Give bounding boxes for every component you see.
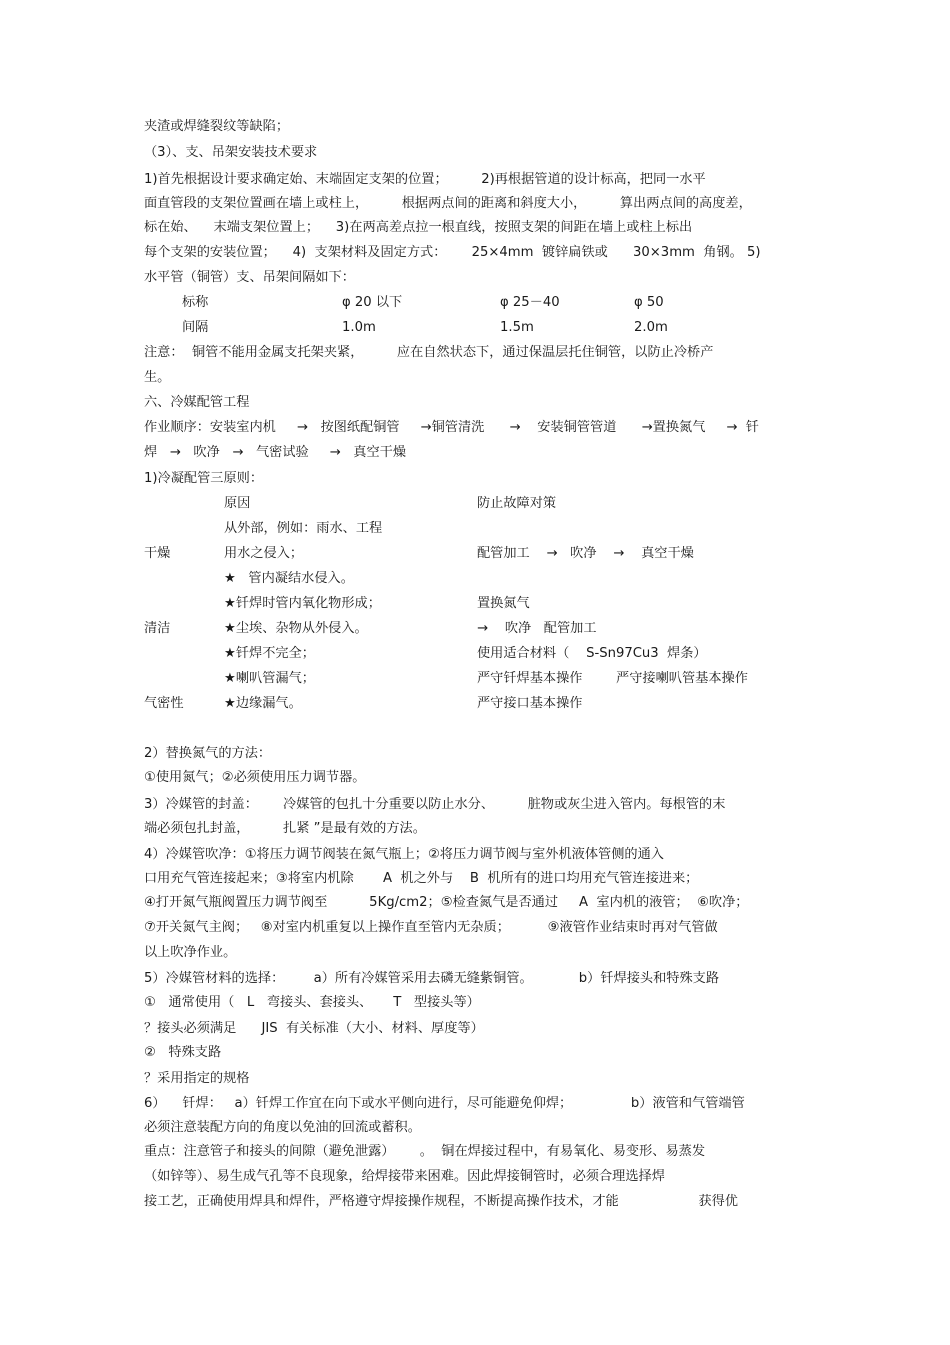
table-cell: 1.5m (500, 320, 534, 335)
text-line: ④打开氮气瓶阀置压力调节阀至 5Kg/cm2；⑤检查氮气是否通过 A 室内机的液管； ⑥吹净； (144, 895, 749, 910)
table-cell: ★ 管内凝结水侵入。 (224, 571, 354, 586)
text-line: 面直管段的支架位置画在墙上或柱上， 根据两点间的距离和斜度大小， 算出两点间的高度差， (144, 196, 752, 211)
text-line: 1)冷凝配管三原则： (144, 471, 264, 486)
table-cell: 用水之侵入； (224, 546, 304, 561)
table-cell: 间隔 (182, 320, 209, 335)
table-cell: 严守钎焊基本操作 严守接喇叭管基本操作 (477, 671, 748, 686)
table-category: 干燥 (144, 546, 171, 561)
table-category: 气密性 (144, 696, 184, 711)
text-line: ② 特殊支路 (144, 1045, 222, 1060)
table-cell: ★喇叭管漏气； (224, 671, 315, 686)
text-line: 注意： 铜管不能用金属支托架夹紧， 应在自然状态下，通过保温层托住铜管，以防止冷桥产 (144, 345, 714, 360)
table-cell: φ 25－40 (500, 295, 560, 310)
text-line: 口用充气管连接起来；③将室内机除 A 机之外与 B 机所有的进口均用充气管连接进来； (144, 871, 699, 886)
text-line: ①使用氮气；②必须使用压力调节器。 (144, 770, 366, 785)
section-heading: 六、冷媒配管工程 (144, 395, 250, 410)
table-header-cell: 防止故障对策 (477, 496, 557, 511)
text-line: （如锌等）、易生成气孔等不良现象，给焊接带来困难。因此焊接铜管时，必须合理选择焊 (144, 1169, 665, 1184)
table-cell: ★钎焊时管内氧化物形成； (224, 596, 381, 611)
table-category: 清洁 (144, 621, 171, 636)
text-line: 3）冷媒管的封盖： 冷媒管的包扎十分重要以防止水分、 脏物或灰尘进入管内。每根管的末 (144, 797, 726, 812)
table-cell: 置换氮气 (477, 596, 530, 611)
text-line: 1)首先根据设计要求确定始、末端固定支架的位置； 2)再根据管道的设计标高，把同一水平 (144, 172, 706, 187)
text-line: ① 通常使用（ L 弯接头、套接头、 T 型接头等） (144, 995, 480, 1010)
text-line: 作业顺序：安装室内机 → 按图纸配铜管 →铜管清洗 → 安装铜管管道 →置换氮气 → 钎 (144, 420, 759, 435)
table-cell: 严守接口基本操作 (477, 696, 583, 711)
table-cell: 2.0m (634, 320, 668, 335)
table-cell: 配管加工 → 吹净 → 真空干燥 (477, 546, 694, 561)
text-line: 每个支架的安装位置； 4) 支架材料及固定方式： 25×4mm 镀锌扁铁或 30×3mm 角钢。 5) (144, 245, 761, 260)
section-heading: （3）、支、吊架安装技术要求 (144, 145, 318, 160)
table-cell: 1.0m (342, 320, 376, 335)
table-cell: φ 50 (634, 295, 664, 310)
text-line: 必须注意装配方向的角度以免油的回流或蓄积。 (144, 1120, 421, 1135)
text-line: 水平管（铜管）支、吊架间隔如下： (144, 270, 355, 285)
table-cell: → 吹净 配管加工 (477, 621, 597, 636)
table-cell: 使用适合材料（ S-Sn97Cu3 焊条） (477, 646, 707, 661)
text-line: 6） 钎焊： a）钎焊工作宜在向下或水平侧向进行，尽可能避免仰焊； b）液管和气管端管 (144, 1096, 745, 1111)
text-line: 4）冷媒管吹净：①将压力调节阀装在氮气瓶上；②将压力调节阀与室外机液体管侧的通入 (144, 847, 664, 862)
text-line: 5）冷媒管材料的选择： a）所有冷媒管采用去磷无缝紫铜管。 b）钎焊接头和特殊支路 (144, 971, 720, 986)
table-cell: 从外部，例如：雨水、工程 (224, 521, 383, 536)
text-line: 接工艺，正确使用焊具和焊件，严格遵守焊接操作规程，不断提高操作技术，才能 获得优 (144, 1194, 738, 1209)
table-cell: ★边缘漏气。 (224, 696, 302, 711)
text-line: ？采用指定的规格 (144, 1071, 250, 1086)
text-line: 端必须包扎封盖， 扎紧 ”是最有效的方法。 (144, 821, 426, 836)
table-cell: ★尘埃、杂物从外侵入。 (224, 621, 368, 636)
text-line: 标在始、 末端支架位置上； 3)在两高差点拉一根直线，按照支架的间距在墙上或柱上标出 (144, 220, 693, 235)
text-line: 重点：注意管子和接头的间隙（避免泄露） 。 铜在焊接过程中，有易氧化、易变形、易蒸发 (144, 1144, 706, 1159)
text-line: ？接头必须满足 JIS 有关标准（大小、材料、厚度等） (144, 1021, 484, 1036)
text-line: 以上吹净作业。 (144, 945, 237, 960)
text-line: 生。 (144, 370, 171, 385)
text-line: 夹渣或焊缝裂纹等缺陷； (144, 119, 290, 134)
text-line: 2）替换氮气的方法： (144, 746, 272, 761)
text-line: ⑦开关氮气主阀； ⑧对室内机重复以上操作直至管内无杂质； ⑨液管作业结束时再对气管做 (144, 920, 718, 935)
table-cell: 标称 (182, 295, 209, 310)
table-header-cell: 原因 (224, 496, 251, 511)
text-line: 焊 → 吹净 → 气密试验 → 真空干燥 (144, 445, 407, 460)
table-cell: ★钎焊不完全； (224, 646, 315, 661)
table-cell: φ 20 以下 (342, 295, 403, 310)
